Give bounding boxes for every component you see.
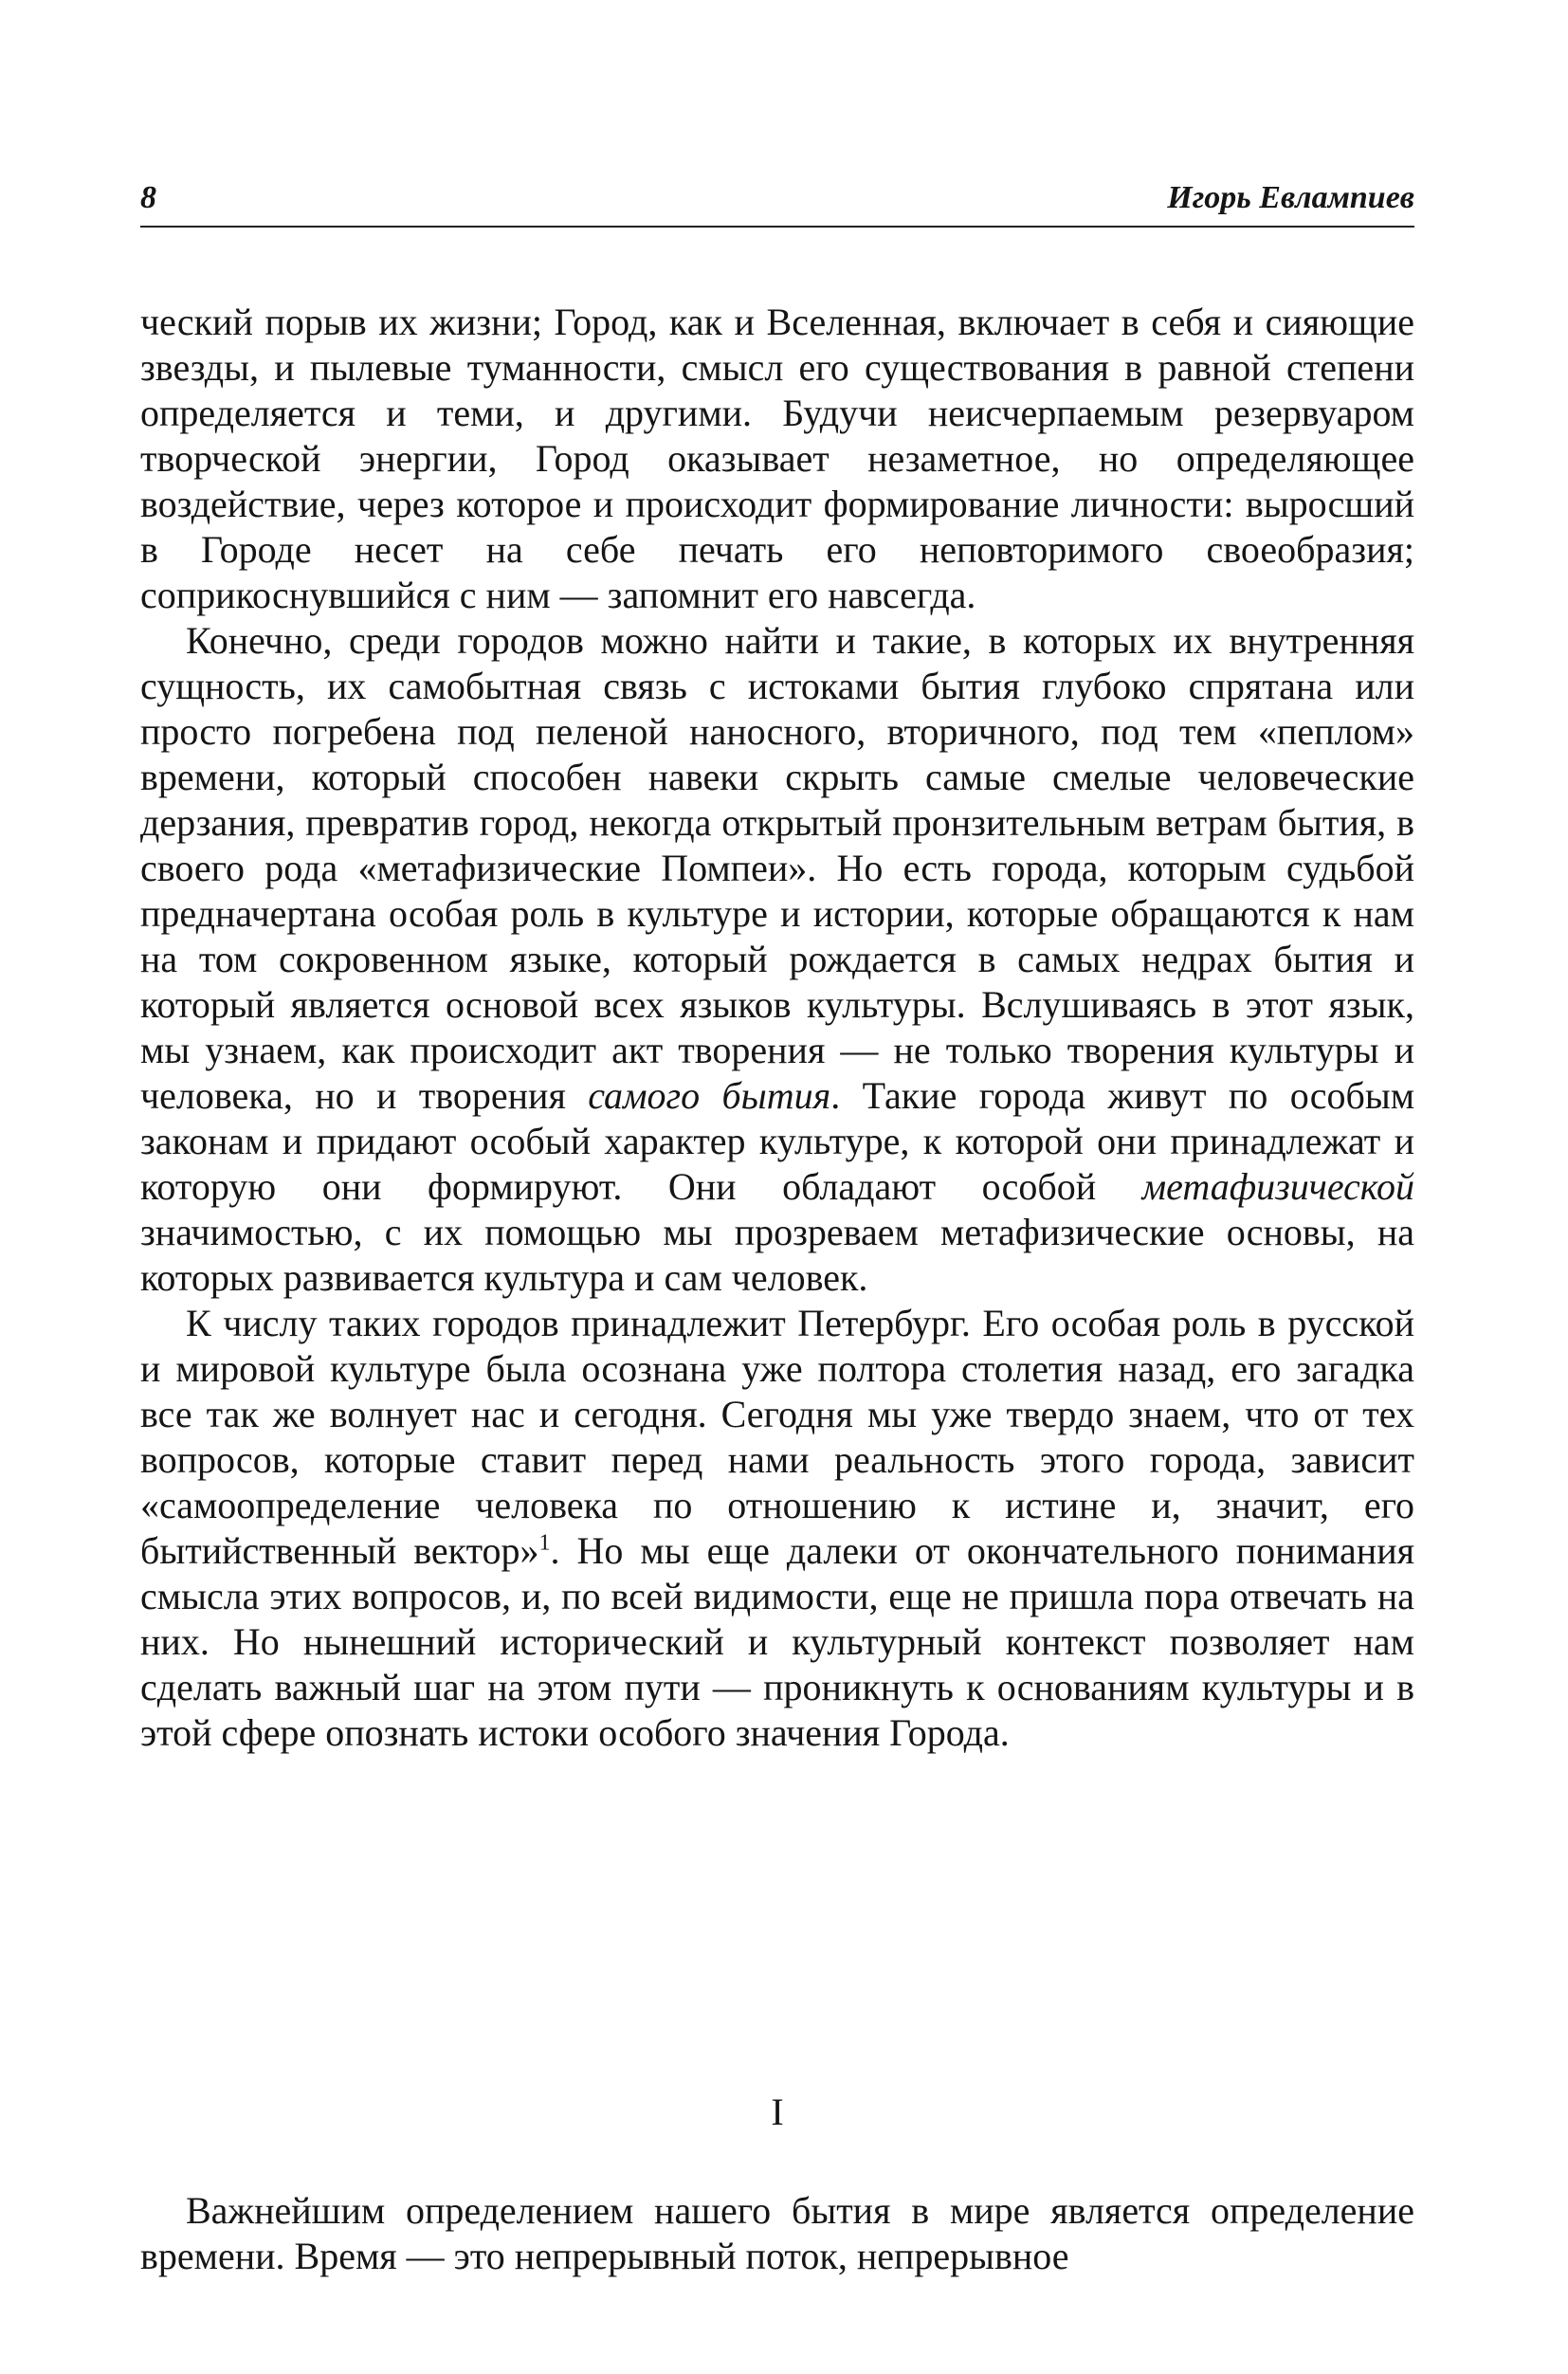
running-head: Игорь Евлампиев (1167, 180, 1414, 215)
paragraph-2-text-c: значимостью, с их помощью мы прозреваем метафизические основы, на которых развивается культура и сам человек. (140, 1211, 1414, 1299)
paragraph-2-text-b: . Такие города живут по особым законам и придают особый характер культуре, к которой они принадлежат и которую они формируют. Они обладают особой (140, 1074, 1415, 1208)
body-text (140, 300, 1414, 1756)
paragraph-3 (140, 1301, 1414, 1756)
section-heading: I (771, 2091, 784, 2133)
section-body-text (140, 2188, 1414, 2279)
section-paragraph-1: Важнейшим определением нашего бытия в мире является определение времени. Время — это непрерывный поток, непрерывное (140, 2189, 1414, 2277)
paragraph-3-text-b: . Но мы еще далеки от окончательного понимания смысла этих вопросов, и, по всей видимости, еще не пришла пора отвечать на них. Но нынешний исторический и культурный контекст позволяет нам сделать важный шаг на этом пути — проникнуть к основаниям культуры и в этой сфере опознать истоки особого значения Города. (140, 1529, 1414, 1754)
page-header (140, 180, 1414, 228)
emphasis-samogo-bytiya: самого бытия (588, 1074, 831, 1117)
emphasis-metafizicheskoy: метафизической (1141, 1165, 1414, 1208)
footnote-reference[interactable]: 1 (538, 1530, 551, 1556)
paragraph-1: ческий порыв их жизни; Город, как и Вселенная, включает в себя и сияющие звезды, и пылевые туманности, смысл его существования в равной степени определяется и теми, и другими. Будучи неисчерпаемым резервуаром творческой энергии, Город оказывает незаметное, но определяющее воздействие, через которое и происходит формирование личности: выросший в Городе несет на себе печать его неповторимого своеобразия; соприкоснувшийся с ним — запомнит его навсегда. (140, 301, 1414, 616)
paragraph-3-text-a: К числу таких городов принадлежит Петербург. Его особая роль в русской и мировой культуре была осознана уже полтора столетия назад, его загадка все так же волнует нас и сегодня. Сегодня мы уже твердо знаем, что от тех вопросов, которые ставит перед нами реальность этого города, зависит «самоопределение человека по отношению к истине и, значит, его бытийственный вектор» (140, 1302, 1414, 1572)
paragraph-2-text-a: Конечно, среди городов можно найти и такие, в которых их внутренняя сущность, их самобытная связь с истоками бытия глубоко спрятана или просто погребена под пеленой наносного, вторичного, под тем «пеплом» времени, который способен навеки скрыть самые смелые человеческие дерзания, превратив город, некогда открытый пронзительным ветрам бытия, в своего рода «метафизические Помпеи». Но есть города, которым судьбой предначертана особая роль в культуре и истории, которые обращаются к нам на том сокровенном языке, который рождается в самых недрах бытия и который является основой всех языков культуры. Вслушиваясь в этот язык, мы узнаем, как происходит акт творения — не только творения культуры и человека, но и творения (140, 619, 1414, 1117)
paragraph-2 (140, 618, 1414, 1301)
page-number: 8 (140, 180, 156, 215)
